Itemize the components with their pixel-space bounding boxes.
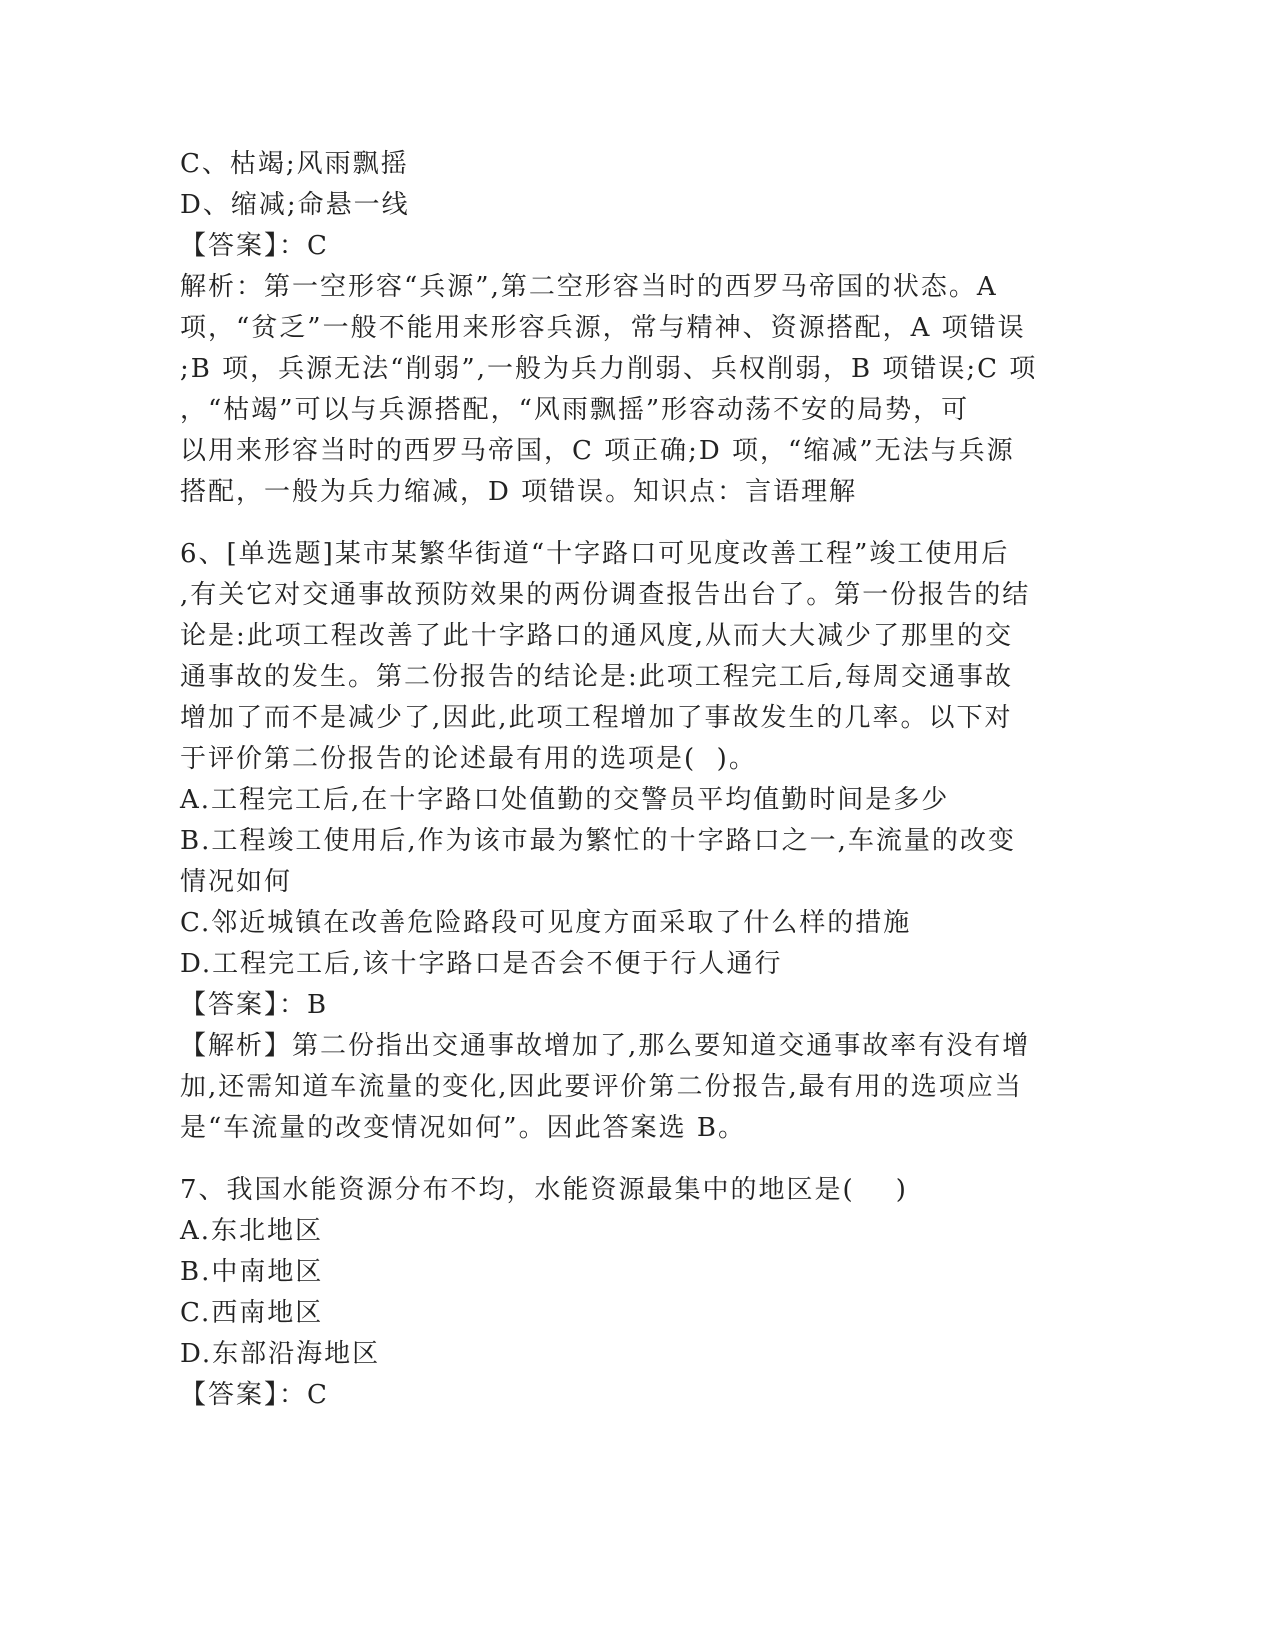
q5-analysis-line: 搭配，一般为兵力缩减，D 项错误。知识点：言语理解 xyxy=(180,477,858,507)
question-6 xyxy=(180,534,1040,1149)
q7-stem: 7、我国水能资源分布不均，水能资源最集中的地区是( ) xyxy=(180,1175,908,1205)
q6-analysis-line: 【解析】第二份指出交通事故增加了,那么要知道交通事故率有没有增 xyxy=(180,1031,1031,1061)
q6-stem-line: 于评价第二份报告的论述最有用的选项是( )。 xyxy=(180,744,757,774)
q7-option-b: B.中南地区 xyxy=(180,1257,324,1287)
question-spacer xyxy=(180,513,1040,534)
question-7 xyxy=(180,1170,1040,1416)
q6-stem-line: 通事故的发生。第二份报告的结论是:此项工程完工后,每周交通事故 xyxy=(180,662,1014,692)
q7-option-a: A.东北地区 xyxy=(180,1216,324,1246)
q6-option-c: C.邻近城镇在改善危险路段可见度方面采取了什么样的措施 xyxy=(180,908,912,938)
q6-option-b-line: B.工程竣工使用后,作为该市最为繁忙的十字路口之一,车流量的改变 xyxy=(180,826,1016,856)
q5-option-c: C、枯竭;风雨飘摇 xyxy=(180,149,409,179)
q6-option-b-line: 情况如何 xyxy=(180,867,293,897)
q7-answer: 【答案】：C xyxy=(180,1380,329,1410)
q6-answer: 【答案】：B xyxy=(180,990,329,1020)
q6-analysis-line: 是“车流量的改变情况如何”。因此答案选 B。 xyxy=(180,1113,746,1143)
q6-stem-line: 6、[单选题]某市某繁华街道“十字路口可见度改善工程”竣工使用后 xyxy=(180,539,1010,569)
q5-option-d: D、缩减;命悬一线 xyxy=(180,190,410,220)
q5-analysis-line: 以用来形容当时的西罗马帝国，C 项正确;D 项，“缩减”无法与兵源 xyxy=(180,436,1015,466)
q5-analysis-line: 解析：第一空形容“兵源”,第二空形容当时的西罗马帝国的状态。A xyxy=(180,272,998,302)
q6-analysis-line: 加,还需知道车流量的变化,因此要评价第二份报告,最有用的选项应当 xyxy=(180,1072,1023,1102)
q5-answer: 【答案】：C xyxy=(180,231,329,261)
document-page xyxy=(180,144,1040,1416)
question-spacer xyxy=(180,1149,1040,1170)
q6-option-a: A.工程完工后,在十字路口处值勤的交警员平均值勤时间是多少 xyxy=(180,785,950,815)
q6-stem-line: 增加了而不是减少了,因此,此项工程增加了事故发生的几率。以下对 xyxy=(180,703,1013,733)
q5-analysis-line: 项，“贫乏”一般不能用来形容兵源，常与精神、资源搭配，A 项错误 xyxy=(180,313,1026,343)
q6-stem-line: ,有关它对交通事故预防效果的两份调查报告出台了。第一份报告的结 xyxy=(180,580,1031,610)
q7-option-d: D.东部沿海地区 xyxy=(180,1339,381,1369)
q6-stem-line: 论是:此项工程改善了此十字路口的通风度,从而大大减少了那里的交 xyxy=(180,621,1014,651)
q6-option-d: D.工程完工后,该十字路口是否会不便于行人通行 xyxy=(180,949,783,979)
q5-analysis-line: ，“枯竭”可以与兵源搭配，“风雨飘摇”形容动荡不安的局势，可 xyxy=(180,395,970,425)
q5-analysis-line: ;B 项，兵源无法“削弱”,一般为兵力削弱、兵权削弱，B 项错误;C 项 xyxy=(180,354,1038,384)
question-5-continued xyxy=(180,144,1040,513)
q7-option-c: C.西南地区 xyxy=(180,1298,324,1328)
